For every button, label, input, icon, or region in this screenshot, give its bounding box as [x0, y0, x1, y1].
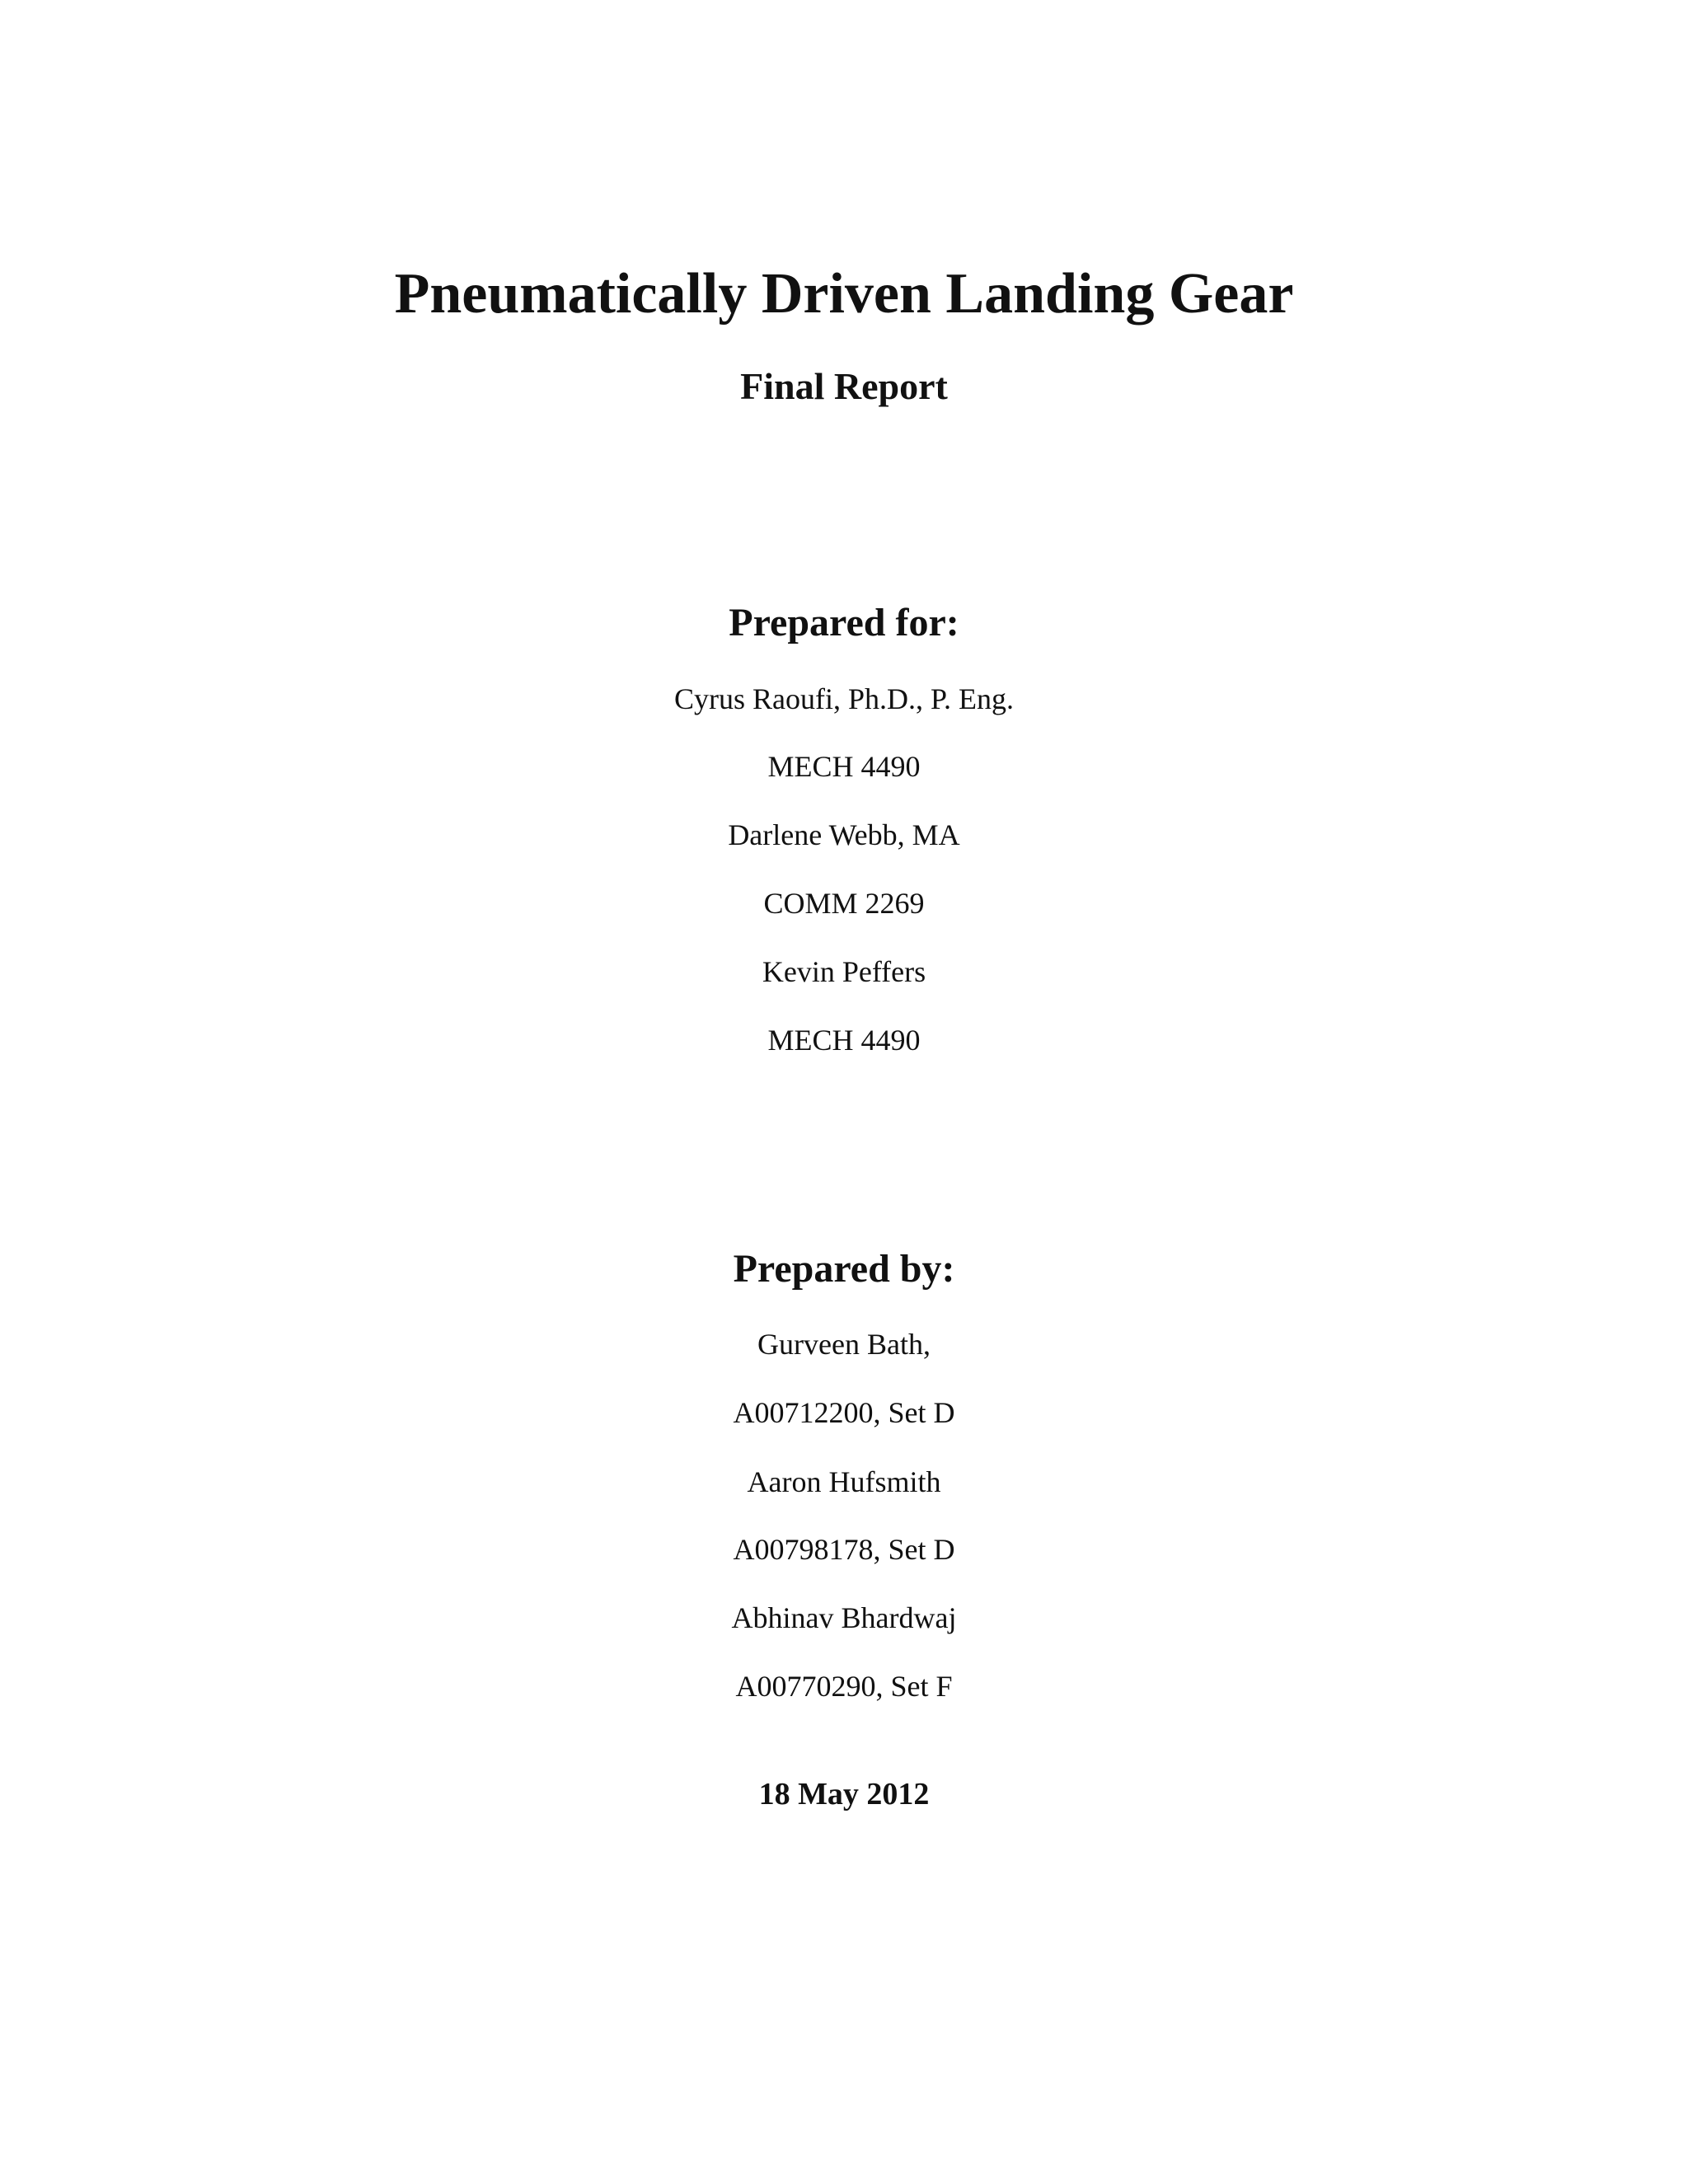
- prepared-for-line: Darlene Webb, MA: [728, 818, 960, 851]
- prepared-for-line: Cyrus Raoufi, Ph.D., P. Eng.: [673, 682, 1015, 715]
- prepared-by-line: A00770290, Set F: [735, 1670, 953, 1703]
- prepared-by-line: A00712200, Set D: [733, 1396, 955, 1429]
- prepared-for-heading: Prepared for:: [729, 601, 959, 644]
- prepared-by-line: Aaron Hufsmith: [747, 1465, 941, 1498]
- prepared-by-heading: Prepared by:: [733, 1247, 955, 1291]
- prepared-by-line: Gurveen Bath,: [757, 1328, 931, 1361]
- report-date: 18 May 2012: [758, 1777, 930, 1811]
- prepared-by-line: A00798178, Set D: [733, 1533, 955, 1566]
- report-title: Pneumatically Driven Landing Gear: [394, 262, 1294, 326]
- prepared-by-line: Abhinav Bhardwaj: [731, 1601, 957, 1634]
- prepared-for-line: MECH 4490: [767, 1024, 921, 1057]
- report-subtitle: Final Report: [740, 365, 948, 407]
- prepared-for-line: Kevin Peffers: [762, 955, 926, 988]
- prepared-for-line: MECH 4490: [767, 750, 921, 783]
- prepared-for-line: COMM 2269: [763, 887, 925, 920]
